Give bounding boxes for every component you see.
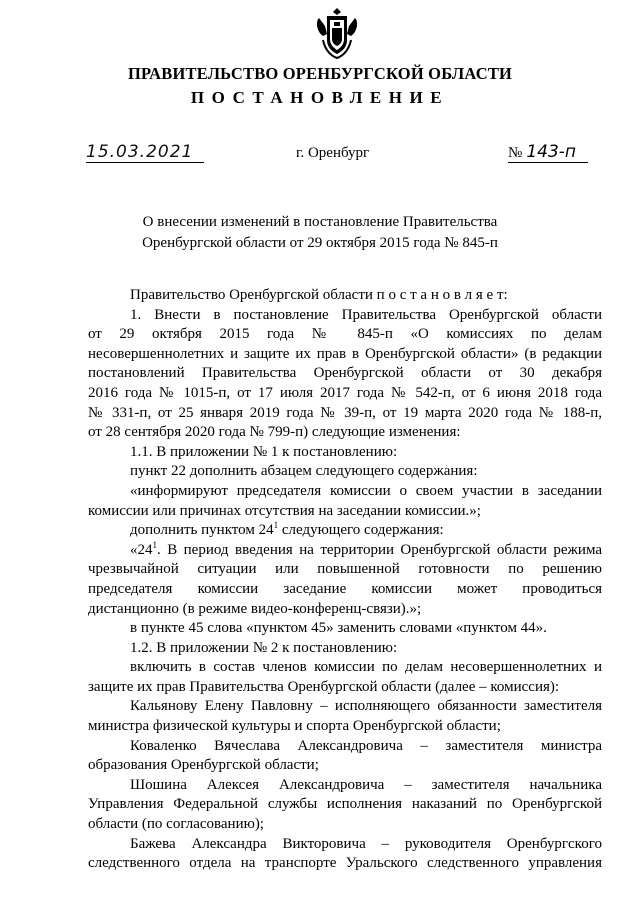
body-line: области (по согласованию); — [88, 816, 264, 833]
body-text: дополнить пунктом 24 — [130, 522, 274, 539]
subject-line: Оренбургской области от 29 октября 2015 года № 845-п — [142, 235, 498, 251]
document-city: г. Оренбург — [296, 145, 370, 161]
body-line: следственного отдела на транспорте Уральского следственного управления — [88, 855, 602, 872]
body-line: комиссии или причинах отсутствия на заседании комиссии.»; — [88, 502, 481, 519]
body-line: 1. Внести в постановление Правительства Оренбургской области — [130, 306, 602, 323]
body-line: пункт 22 дополнить абзацем следующего содержания: — [130, 463, 478, 480]
body-line: 1.2. В приложении № 2 к постановлению: — [130, 639, 398, 656]
organization-title: ПРАВИТЕЛЬСТВО ОРЕНБУРГСКОЙ ОБЛАСТИ — [127, 64, 513, 83]
body-line: в пункте 45 слова «пунктом 45» заменить словами «пунктом 44». — [130, 620, 547, 637]
document-type-title: ПОСТАНОВЛЕНИЕ — [190, 88, 450, 107]
document-subject — [0, 212, 640, 254]
body-line — [88, 541, 602, 561]
body-line: № 331-п, от 25 января 2019 года № 39-п, от 19 марта 2020 года № 188-п, — [88, 404, 602, 421]
body-line: постановлений Правительства Оренбургской области от 30 декабря — [88, 365, 602, 382]
body-line: Правительство Оренбургской области п о с т а н о в л я е т: — [130, 287, 508, 303]
body-line: 1.1. В приложении № 1 к постановлению: — [130, 443, 398, 460]
superscript: 1 — [152, 539, 157, 550]
number-value: 143-п — [526, 142, 577, 162]
body-line: Коваленко Вячеслава Александровича – заместителя министра — [130, 737, 602, 754]
coat-of-arms-emblem — [313, 6, 361, 60]
body-line: образования Оренбургской области; — [88, 757, 319, 774]
date-underline — [86, 162, 204, 163]
subject-line: О внесении изменений в постановление Правительства — [142, 214, 498, 230]
body-line: дистанционно (в режиме видео-конференц-связи).»; — [88, 600, 422, 617]
body-line: «информируют председателя комиссии о своем участии в заседании — [130, 482, 602, 499]
body-line: Шошина Алексея Александровича – заместителя начальника — [130, 776, 602, 793]
body-line: председателя комиссии заседание комиссии может проводиться — [88, 580, 602, 597]
body-line: защите их прав Правительства Оренбургской области (далее – комиссия): — [88, 678, 560, 695]
body-line: Бажева Александра Викторовича – руководителя Оренбургского — [130, 835, 602, 852]
body-text: следующего содержания: — [278, 522, 444, 539]
body-line: от 28 сентября 2020 года № 799-п) следующие изменения: — [88, 424, 461, 441]
body-line: 2016 года № 1015-п, от 17 июля 2017 года № 542-п, от 6 июня 2018 года — [88, 384, 602, 401]
number-label: № — [508, 145, 523, 161]
body-text: . В период введения на территории Оренбургской области режима — [157, 541, 602, 558]
body-line: Кальянову Елену Павловну – исполняющего обязанности заместителя — [130, 698, 602, 715]
number-underline — [508, 162, 588, 163]
body-text: «24 — [130, 541, 153, 558]
superscript: 1 — [273, 520, 279, 531]
body-line — [88, 521, 602, 541]
body-line: чрезвычайной ситуации или повышенной готовности по решению — [88, 561, 602, 578]
document-number — [508, 142, 576, 162]
document-date: 15.03.2021 — [86, 142, 194, 162]
body-line: включить в состав членов комиссии по делам несовершеннолетних и — [130, 659, 602, 676]
body-line: от 29 октября 2015 года № 845-п «О комиссиях по делам — [88, 326, 602, 343]
body-line: министра физической культуры и спорта Оренбургской области; — [88, 718, 501, 735]
body-line: несовершеннолетних и защите их прав в Оренбургской области» (в редакции — [88, 345, 602, 362]
body-line: Управления Федеральной службы исполнения наказаний по Оренбургской — [88, 796, 602, 813]
document-body — [88, 286, 602, 874]
